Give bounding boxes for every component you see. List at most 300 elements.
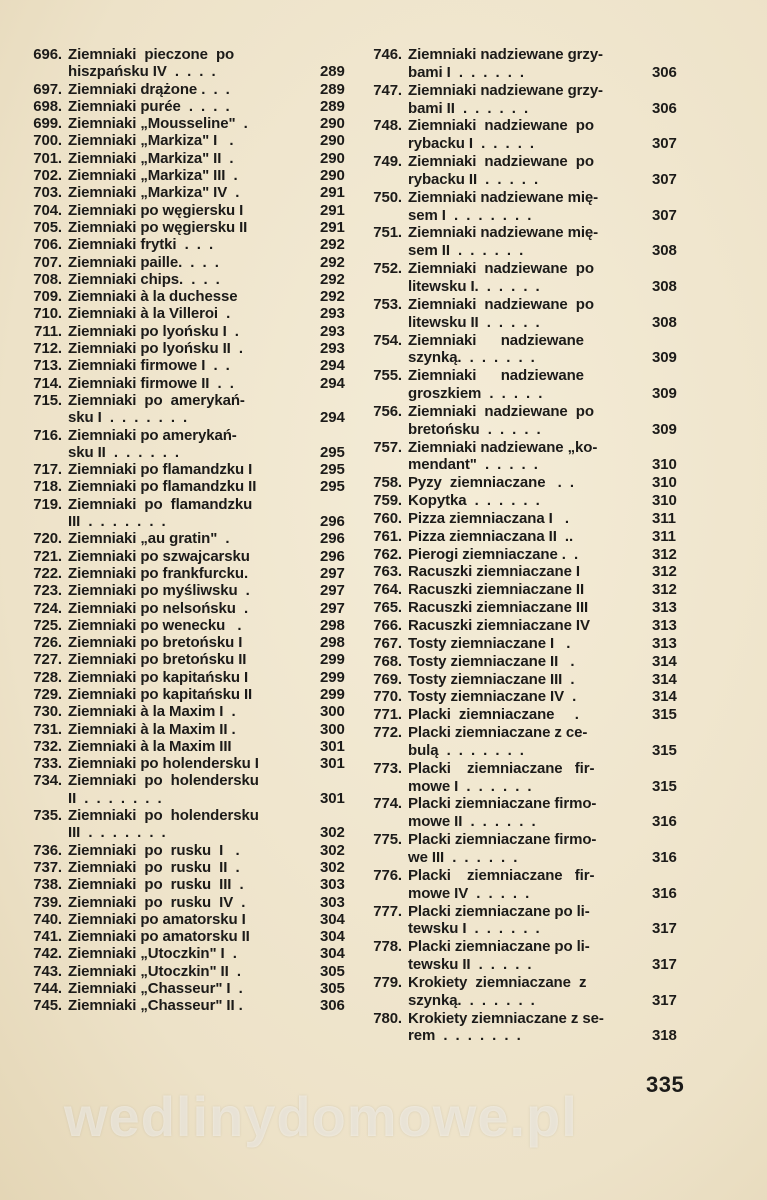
entry-title-line: Ziemniaki po holendersku bbox=[68, 772, 259, 790]
entry-title bbox=[68, 81, 310, 98]
entry-page-number: 310 bbox=[652, 456, 677, 474]
entry-title bbox=[68, 980, 310, 997]
entry-number: 747. bbox=[373, 81, 402, 99]
index-entry bbox=[26, 772, 352, 807]
entry-page-number: 308 bbox=[652, 313, 677, 331]
entry-title-line: Ziemniaki „Markiza" I . bbox=[68, 132, 234, 150]
entry-title bbox=[68, 461, 310, 478]
entry-number: 749. bbox=[373, 153, 402, 171]
entry-page-number: 291 bbox=[320, 184, 345, 202]
entry-title-line: sku II . . . . . . bbox=[68, 443, 179, 461]
entry-page-number: 313 bbox=[652, 634, 677, 652]
entry-title bbox=[408, 938, 640, 974]
index-entry bbox=[26, 721, 352, 738]
entry-number: 766. bbox=[373, 617, 402, 634]
entry-title-line: Ziemniaki po holendersku bbox=[68, 807, 259, 825]
entry-number: 706. bbox=[33, 236, 62, 254]
entry-page-number: 291 bbox=[320, 201, 345, 219]
index-entry bbox=[26, 634, 352, 651]
entry-title-line: mowe II . . . . . . bbox=[408, 813, 536, 831]
index-entry bbox=[26, 150, 352, 167]
entry-number: 722. bbox=[33, 564, 62, 582]
index-entry bbox=[366, 671, 686, 689]
entry-number: 741. bbox=[33, 928, 62, 946]
entry-title bbox=[68, 288, 310, 305]
entry-number: 698. bbox=[33, 97, 62, 115]
entry-title bbox=[68, 755, 310, 772]
entry-title bbox=[68, 772, 310, 807]
entry-number: 717. bbox=[33, 461, 62, 479]
index-entry bbox=[366, 938, 686, 974]
entry-title bbox=[68, 565, 310, 582]
entry-page-number: 314 bbox=[652, 688, 677, 706]
entry-page-number: 315 bbox=[652, 741, 677, 759]
index-entry bbox=[26, 669, 352, 686]
entry-title-line: Ziemniaki nadziewane bbox=[408, 331, 584, 349]
entry-title-line: Ziemniaki nadziewane po bbox=[408, 402, 594, 420]
index-entry bbox=[26, 894, 352, 911]
entry-page-number: 299 bbox=[320, 651, 345, 669]
index-entry bbox=[26, 81, 352, 98]
index-entry bbox=[366, 617, 686, 635]
entry-number: 710. bbox=[33, 305, 62, 323]
entry-title-line: Ziemniaki po rusku II . bbox=[68, 858, 240, 876]
index-entry bbox=[26, 807, 352, 842]
index-entry bbox=[366, 260, 686, 296]
entry-title-line: Ziemniaki nadziewane mię- bbox=[408, 224, 599, 242]
entry-page-number: 308 bbox=[652, 242, 677, 260]
entry-number: 769. bbox=[373, 670, 402, 688]
entry-number: 714. bbox=[33, 374, 62, 392]
entry-title bbox=[408, 688, 640, 706]
entry-title-line: Ziemniaki po holendersku I bbox=[68, 755, 259, 773]
entry-page-number: 302 bbox=[320, 858, 345, 876]
entry-page-number: 301 bbox=[320, 755, 345, 773]
entry-page-number: 315 bbox=[652, 777, 677, 795]
entry-page-number: 309 bbox=[652, 349, 677, 367]
entry-title bbox=[68, 271, 310, 288]
index-entry bbox=[366, 474, 686, 492]
index-entry bbox=[366, 563, 686, 581]
entry-page-number: 292 bbox=[320, 236, 345, 254]
entry-page-number: 307 bbox=[652, 170, 677, 188]
entry-title-line: Ziemniaki po frankfurcku. bbox=[68, 564, 249, 582]
entry-title-line: rybacku I . . . . . bbox=[408, 135, 534, 153]
entry-page-number: 295 bbox=[320, 478, 345, 496]
index-entry bbox=[366, 831, 686, 867]
entry-number: 724. bbox=[33, 599, 62, 617]
entry-title bbox=[68, 928, 310, 945]
entry-title bbox=[68, 219, 310, 236]
entry-number: 719. bbox=[33, 495, 62, 513]
entry-number: 733. bbox=[33, 755, 62, 773]
entry-number: 711. bbox=[34, 322, 62, 340]
entry-number: 708. bbox=[33, 270, 62, 288]
index-entry bbox=[366, 510, 686, 528]
index-entry bbox=[366, 635, 686, 653]
entry-title-line: Ziemniaki drążone . . . bbox=[68, 80, 230, 98]
index-entry bbox=[366, 546, 686, 564]
entry-title bbox=[408, 403, 640, 439]
entry-title bbox=[408, 260, 640, 296]
index-entry bbox=[366, 367, 686, 403]
entry-title-line: Ziemniaki nadziewane grzy- bbox=[408, 46, 603, 63]
entry-title-line: Tosty ziemniaczane I . bbox=[408, 634, 571, 652]
entry-title-line: Pyzy ziemniaczane . . bbox=[408, 474, 574, 492]
entry-title-line: Ziemniaki po lyońsku II . bbox=[68, 340, 243, 358]
entry-title-line: Ziemniaki à la Maxim II . bbox=[68, 720, 236, 738]
entry-title-line: bulą . . . . . . . bbox=[408, 741, 524, 759]
entry-title-line: Placki ziemniaczane po li- bbox=[408, 902, 590, 920]
entry-title-line: Ziemniaki po rusku III . bbox=[68, 876, 244, 894]
entry-number: 696. bbox=[33, 46, 62, 63]
entry-page-number: 314 bbox=[652, 652, 677, 670]
index-entry bbox=[26, 392, 352, 427]
entry-title bbox=[68, 600, 310, 617]
entry-title bbox=[68, 963, 310, 980]
entry-title-line: Krokiety ziemniaczane z se- bbox=[408, 1009, 604, 1027]
index-entry bbox=[366, 706, 686, 724]
index-entry bbox=[366, 903, 686, 939]
entry-page-number: 308 bbox=[652, 277, 677, 295]
entry-title bbox=[68, 721, 310, 738]
index-entry bbox=[366, 795, 686, 831]
entry-page-number: 317 bbox=[652, 956, 677, 974]
index-entry bbox=[26, 496, 352, 531]
index-entry bbox=[26, 738, 352, 755]
entry-page-number: 297 bbox=[320, 599, 345, 617]
entry-number: 721. bbox=[33, 547, 62, 565]
entry-title bbox=[68, 478, 310, 495]
entry-title bbox=[408, 599, 640, 617]
entry-title-line: Ziemniaki po amerykań- bbox=[68, 426, 237, 444]
entry-title bbox=[68, 392, 310, 427]
entry-page-number: 289 bbox=[320, 63, 345, 81]
entry-title-line: Ziemniaki po flamandzku I bbox=[68, 461, 253, 479]
index-entry bbox=[26, 582, 352, 599]
index-entry bbox=[366, 82, 686, 118]
entry-page-number: 297 bbox=[320, 582, 345, 600]
entry-number: 735. bbox=[33, 807, 62, 825]
index-entry bbox=[26, 876, 352, 893]
entry-number: 725. bbox=[33, 616, 62, 634]
index-entry bbox=[26, 703, 352, 720]
entry-title-line: Ziemniaki „Markiza" II . bbox=[68, 149, 234, 167]
entry-number: 728. bbox=[33, 668, 62, 686]
entry-title-line: Ziemniaki à la Maxim I . bbox=[68, 703, 236, 721]
entry-title bbox=[68, 530, 310, 547]
entry-number: 732. bbox=[33, 737, 62, 755]
index-entry bbox=[26, 565, 352, 582]
entry-title-line: Ziemniaki po kapitańsku II bbox=[68, 685, 253, 703]
entry-page-number: 315 bbox=[652, 706, 677, 724]
entry-number: 750. bbox=[373, 188, 402, 206]
entry-title bbox=[68, 98, 310, 115]
entry-title bbox=[68, 548, 310, 565]
entry-title bbox=[408, 795, 640, 831]
entry-number: 740. bbox=[33, 910, 62, 928]
entry-number: 776. bbox=[373, 866, 402, 884]
entry-title-line: Racuszki ziemniaczane III bbox=[408, 599, 589, 617]
index-entry bbox=[26, 219, 352, 236]
entry-title-line: bami II . . . . . . bbox=[408, 99, 529, 117]
entry-title-line: Krokiety ziemniaczane z bbox=[408, 973, 587, 991]
entry-page-number: 318 bbox=[652, 1027, 677, 1045]
entry-title-line: Ziemniaki po flamandzku bbox=[68, 495, 253, 513]
entry-number: 739. bbox=[33, 893, 62, 911]
entry-number: 745. bbox=[33, 997, 62, 1015]
entry-number: 752. bbox=[373, 260, 402, 278]
entry-number: 705. bbox=[33, 218, 62, 236]
entry-number: 759. bbox=[373, 492, 402, 510]
entry-title bbox=[68, 859, 310, 876]
entry-number: 727. bbox=[33, 651, 62, 669]
entry-title-line: rybacku II . . . . . bbox=[408, 170, 539, 188]
entry-title-line: sem I . . . . . . . bbox=[408, 206, 532, 224]
index-entry bbox=[26, 132, 352, 149]
entry-page-number: 294 bbox=[320, 374, 345, 392]
entry-title-line: groszkiem . . . . . bbox=[408, 385, 543, 403]
entry-title bbox=[68, 323, 310, 340]
entry-page-number: 304 bbox=[320, 945, 345, 963]
entry-title bbox=[68, 357, 310, 374]
entry-number: 709. bbox=[33, 288, 62, 306]
entry-page-number: 305 bbox=[320, 980, 345, 998]
entry-title bbox=[408, 653, 640, 671]
entry-title bbox=[68, 738, 310, 755]
index-entry bbox=[26, 859, 352, 876]
entry-page-number: 312 bbox=[652, 581, 677, 599]
index-entry bbox=[26, 184, 352, 201]
entry-title-line: Placki ziemniaczane firmo- bbox=[408, 795, 597, 813]
index-entry bbox=[366, 867, 686, 903]
entry-number: 764. bbox=[373, 581, 402, 599]
entry-title-line: szynką. . . . . . . bbox=[408, 349, 535, 367]
entry-title bbox=[68, 132, 310, 149]
index-entry bbox=[26, 945, 352, 962]
entry-page-number: 300 bbox=[320, 720, 345, 738]
entry-title-line: we III . . . . . . bbox=[408, 848, 518, 866]
entry-page-number: 301 bbox=[320, 737, 345, 755]
entry-number: 775. bbox=[373, 831, 402, 849]
entry-number: 704. bbox=[33, 201, 62, 219]
entry-number: 772. bbox=[373, 724, 402, 742]
entry-title bbox=[408, 706, 640, 724]
index-column-left bbox=[26, 46, 352, 1015]
index-entry bbox=[26, 271, 352, 288]
entry-number: 765. bbox=[373, 599, 402, 617]
entry-title-line: Ziemniaki po wenecku . bbox=[68, 616, 242, 634]
entry-title bbox=[408, 189, 640, 225]
index-entry bbox=[366, 760, 686, 796]
entry-number: 780. bbox=[373, 1009, 402, 1027]
entry-page-number: 290 bbox=[320, 115, 345, 133]
index-entry bbox=[26, 600, 352, 617]
entry-title bbox=[408, 117, 640, 153]
entry-page-number: 290 bbox=[320, 167, 345, 185]
entry-title-line: Ziemniaki po rusku IV . bbox=[68, 893, 246, 911]
entry-title-line: sem II . . . . . . bbox=[408, 242, 524, 260]
entry-title-line: Ziemniaki nadziewane grzy- bbox=[408, 81, 603, 99]
index-entry bbox=[366, 492, 686, 510]
entry-title bbox=[68, 807, 310, 842]
entry-title-line: Ziemniaki paille. . . . bbox=[68, 253, 219, 271]
entry-title-line: Kopytka . . . . . . bbox=[408, 492, 540, 510]
entry-title bbox=[408, 46, 640, 82]
entry-title-line: Placki ziemniaczane z ce- bbox=[408, 724, 588, 742]
entry-number: 756. bbox=[373, 402, 402, 420]
entry-title bbox=[68, 254, 310, 271]
index-entry bbox=[26, 254, 352, 271]
entry-title-line: Ziemniaki „Mousseline" . bbox=[68, 115, 248, 133]
entry-number: 744. bbox=[33, 980, 62, 998]
entry-number: 723. bbox=[33, 582, 62, 600]
entry-number: 742. bbox=[33, 945, 62, 963]
entry-number: 753. bbox=[373, 295, 402, 313]
entry-page-number: 300 bbox=[320, 703, 345, 721]
entry-title-line: bami I . . . . . . bbox=[408, 63, 524, 81]
entry-page-number: 295 bbox=[320, 461, 345, 479]
index-entry bbox=[366, 153, 686, 189]
entry-title bbox=[68, 582, 310, 599]
index-entry bbox=[26, 340, 352, 357]
entry-page-number: 303 bbox=[320, 876, 345, 894]
entry-number: 736. bbox=[33, 841, 62, 859]
entry-number: 715. bbox=[33, 391, 62, 409]
entry-title bbox=[68, 496, 310, 531]
entry-page-number: 311 bbox=[652, 527, 676, 545]
entry-number: 716. bbox=[33, 426, 62, 444]
entry-title-line: bretońsku . . . . . bbox=[408, 420, 541, 438]
entry-number: 771. bbox=[373, 706, 402, 724]
entry-title-line: Placki ziemniaczane firmo- bbox=[408, 831, 597, 849]
index-entry bbox=[26, 963, 352, 980]
entry-title bbox=[408, 82, 640, 118]
entry-page-number: 309 bbox=[652, 420, 677, 438]
entry-number: 726. bbox=[33, 634, 62, 652]
index-entry bbox=[366, 688, 686, 706]
entry-page-number: 296 bbox=[320, 530, 345, 548]
entry-title bbox=[408, 332, 640, 368]
entry-number: 770. bbox=[373, 688, 402, 706]
entry-title-line: tewsku II . . . . . bbox=[408, 956, 532, 974]
entry-number: 701. bbox=[33, 149, 62, 167]
entry-number: 743. bbox=[33, 962, 62, 980]
entry-title bbox=[408, 671, 640, 689]
entry-number: 697. bbox=[33, 80, 62, 98]
entry-page-number: 291 bbox=[320, 218, 345, 236]
entry-number: 767. bbox=[373, 634, 402, 652]
entry-title-line: Tosty ziemniaczane IV . bbox=[408, 688, 577, 706]
entry-number: 760. bbox=[373, 509, 402, 527]
entry-number: 712. bbox=[33, 340, 62, 358]
index-entry bbox=[26, 375, 352, 392]
entry-number: 700. bbox=[33, 132, 62, 150]
entry-title-line: Placki ziemniaczane po li- bbox=[408, 938, 590, 956]
entry-title bbox=[68, 876, 310, 893]
entry-number: 758. bbox=[373, 474, 402, 492]
entry-number: 762. bbox=[373, 545, 402, 563]
entry-number: 731. bbox=[33, 720, 62, 738]
entry-title bbox=[68, 634, 310, 651]
index-entry bbox=[26, 530, 352, 547]
entry-title-line: Ziemniaki po bretońsku I bbox=[68, 634, 243, 652]
index-entry bbox=[366, 403, 686, 439]
entry-page-number: 306 bbox=[320, 997, 345, 1015]
index-entry bbox=[26, 755, 352, 772]
entry-title-line: II . . . . . . . bbox=[68, 789, 162, 807]
entry-title-line: Ziemniaki po bretońsku II bbox=[68, 651, 247, 669]
entry-title bbox=[68, 167, 310, 184]
entry-number: 703. bbox=[33, 184, 62, 202]
entry-title-line: Placki ziemniaczane fir- bbox=[408, 759, 595, 777]
entry-title-line: Tosty ziemniaczane III . bbox=[408, 670, 575, 688]
entry-page-number: 309 bbox=[652, 385, 677, 403]
entry-title bbox=[408, 528, 640, 546]
entry-title-line: mowe I . . . . . . bbox=[408, 777, 532, 795]
page-number: 335 bbox=[646, 1072, 685, 1097]
entry-page-number: 290 bbox=[320, 132, 345, 150]
index-entry bbox=[26, 288, 352, 305]
index-entry bbox=[26, 427, 352, 462]
entry-page-number: 311 bbox=[652, 509, 676, 527]
entry-page-number: 313 bbox=[652, 617, 677, 634]
entry-number: 720. bbox=[33, 530, 62, 548]
entry-title-line: rem . . . . . . . bbox=[408, 1027, 521, 1045]
entry-page-number: 289 bbox=[320, 80, 345, 98]
index-entry bbox=[26, 478, 352, 495]
entry-title-line: Ziemniaki à la Villeroi . bbox=[68, 305, 231, 323]
entry-title bbox=[68, 150, 310, 167]
index-entry bbox=[366, 332, 686, 368]
entry-title-line: Racuszki ziemniaczane I bbox=[408, 563, 580, 581]
entry-page-number: 295 bbox=[320, 443, 345, 461]
entry-page-number: 316 bbox=[652, 884, 677, 902]
entry-title-line: Ziemniaki nadziewane po bbox=[408, 153, 594, 171]
index-entry bbox=[366, 296, 686, 332]
entry-title-line: Ziemniaki po flamandzku II bbox=[68, 478, 257, 496]
entry-title-line: Placki ziemniaczane . bbox=[408, 706, 579, 724]
entry-number: 713. bbox=[33, 357, 62, 375]
entry-page-number: 307 bbox=[652, 135, 677, 153]
index-entry bbox=[26, 911, 352, 928]
entry-title bbox=[408, 974, 640, 1010]
index-entry bbox=[366, 974, 686, 1010]
entry-number: 718. bbox=[33, 478, 62, 496]
entry-page-number: 299 bbox=[320, 668, 345, 686]
entry-page-number: 294 bbox=[320, 357, 345, 375]
entry-page-number: 293 bbox=[320, 305, 345, 323]
entry-title-line: Ziemniaki po amerykań- bbox=[68, 391, 245, 409]
entry-title bbox=[408, 581, 640, 599]
entry-page-number: 296 bbox=[320, 547, 345, 565]
entry-title-line: Ziemniaki po amatorsku II bbox=[68, 928, 250, 946]
entry-title-line: III . . . . . . . bbox=[68, 513, 166, 531]
index-column-right bbox=[366, 46, 686, 1045]
entry-number: 763. bbox=[373, 563, 402, 581]
index-entry bbox=[26, 115, 352, 132]
entry-page-number: 306 bbox=[652, 99, 677, 117]
index-entry bbox=[26, 842, 352, 859]
entry-page-number: 293 bbox=[320, 322, 345, 340]
entry-title-line: Tosty ziemniaczane II . bbox=[408, 652, 575, 670]
entry-title bbox=[68, 703, 310, 720]
entry-title bbox=[408, 617, 640, 635]
index-entry bbox=[26, 686, 352, 703]
entry-title bbox=[68, 617, 310, 634]
entry-number: 730. bbox=[33, 703, 62, 721]
entry-page-number: 290 bbox=[320, 149, 345, 167]
